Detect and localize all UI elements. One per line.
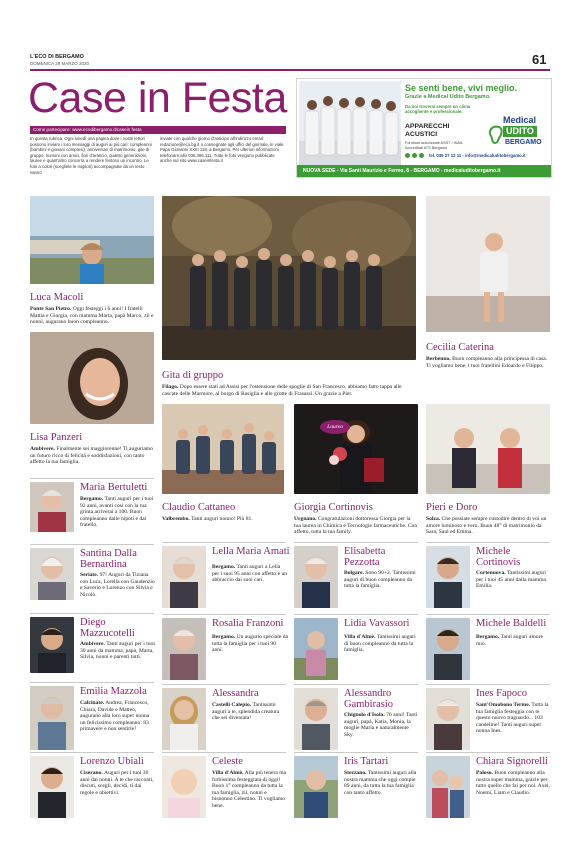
place-alessandra: Castelli Calepio. bbox=[212, 702, 252, 708]
text-celeste bbox=[212, 770, 288, 810]
advert-accredited: Accreditati ATS Bergamo bbox=[405, 146, 448, 150]
name-diego-mazzucotelli: Diego Mazzucotelli bbox=[80, 617, 135, 639]
divider bbox=[426, 684, 550, 685]
advert-logo bbox=[487, 115, 547, 153]
name-elisabetta-pezzotta: Elisabetta Pezzotta bbox=[344, 546, 386, 568]
place-claudio-cattaneo: Valbrembo. bbox=[162, 516, 190, 522]
photo-celeste bbox=[162, 756, 206, 818]
photo-lella-maria-amati bbox=[162, 546, 206, 608]
photo-alessandro-gambirasio bbox=[294, 688, 338, 750]
message-diego-mazzucotelli: Tanti auguri per i tuoi 30 anni da mamma, papà, Marta, Silvia, nonni e parenti tutti. bbox=[80, 641, 155, 661]
text-michele-cortinovis bbox=[476, 570, 550, 590]
place-diego-mazzucotelli: Ambivere. bbox=[80, 641, 105, 647]
message-michele-baldelli: Tanti auguri amore mio. bbox=[476, 634, 543, 647]
divider bbox=[294, 542, 418, 543]
photo-claudio-cattaneo bbox=[162, 404, 284, 494]
place-lidia-vavassori: Villa d'Almè. bbox=[344, 634, 376, 640]
text-santina-dalla-bernardina bbox=[80, 572, 156, 598]
place-celeste: Villa d'Almè. bbox=[212, 770, 244, 776]
text-pieri-e-doro bbox=[426, 516, 550, 536]
text-emilia-mazzola bbox=[80, 700, 156, 733]
divider bbox=[162, 542, 286, 543]
name-michele-cortinovis: Michele Cortinovis bbox=[476, 546, 521, 568]
photo-alessandra bbox=[162, 688, 206, 750]
name-maria-bertuletti: Maria Bertuletti bbox=[80, 482, 148, 493]
text-lisa-panzeri bbox=[30, 446, 158, 466]
text-chiara-signorelli bbox=[476, 770, 550, 796]
name-michele-baldelli: Michele Baldelli bbox=[476, 618, 547, 629]
message-rosalia-franzoni: Un augurio speciale da tutta la famiglia per i tuoi 90 anni. bbox=[212, 634, 288, 654]
photo-lorenzo-ubiali bbox=[30, 756, 74, 818]
advert-headline: Se senti bene, vivi meglio. bbox=[405, 83, 518, 93]
photo-cecilia-caterina bbox=[426, 196, 550, 332]
name-luca-macoli: Luca Macoli bbox=[30, 292, 84, 303]
place-pieri-e-doro: Solza. bbox=[426, 516, 441, 522]
divider bbox=[30, 682, 154, 683]
name-santina-dalla-bernardina: Santina Dalla Bernardina bbox=[80, 548, 137, 570]
facebook-icon[interactable] bbox=[405, 153, 410, 158]
logo-medical: Medical bbox=[503, 115, 537, 125]
text-cecilia-caterina bbox=[426, 356, 550, 369]
text-gita-di-gruppo bbox=[162, 384, 416, 397]
logo-bergamo: BERGAMO bbox=[505, 139, 542, 146]
place-maria-bertuletti: Bergamo. bbox=[80, 496, 104, 502]
name-chiara-signorelli: Chiara Signorelli bbox=[476, 756, 549, 767]
advert-address-bar bbox=[297, 165, 551, 177]
photo-gita-di-gruppo bbox=[162, 196, 416, 360]
text-rosalia-franzoni bbox=[212, 634, 288, 654]
message-pieri-e-doro: Che possiate sempre custodire dentro di voi un amore luminoso e vero. Buon 48° di matrimonio da Sara, Saul ed Emma. bbox=[426, 516, 547, 536]
name-lorenzo-ubiali: Lorenzo Ubiali bbox=[80, 756, 144, 767]
text-michele-baldelli bbox=[476, 634, 550, 647]
message-lella-maria-amati: Tanti auguri a Lella per i suoi 95 anni con affetto e un abbraccio dai suoi cari. bbox=[212, 564, 288, 584]
advert-product: APPARECCHI ACUSTICI bbox=[405, 123, 450, 138]
place-luca-macoli: Ponte San Pietro. bbox=[30, 306, 72, 312]
name-lella-maria-amati: Lella Maria Amati bbox=[212, 546, 290, 557]
message-claudio-cattaneo: Tanti auguri nonno! Più 81. bbox=[191, 516, 253, 522]
place-lisa-panzeri: Ambivere. bbox=[30, 446, 55, 452]
name-giorgia-cortinovis: Giorgia Cortinovis bbox=[294, 502, 373, 513]
text-lorenzo-ubiali bbox=[80, 770, 156, 796]
text-iris-tartari bbox=[344, 770, 418, 796]
name-celeste: Celeste bbox=[212, 756, 243, 767]
photo-diego-mazzucotelli bbox=[30, 617, 74, 673]
text-alessandra bbox=[212, 702, 288, 722]
intro-text-left: In questa rubrica. Ogni lunedì una pagina dove i nostri lettori possono inviare i loro messaggi di auguri ai più cari: compleanni (bambini e giovani compresi), anniversari di matrimonio, gite di gruppo, riunioni con amici, fiori d'arancio, quattro generazioni, lauree e quant'altro concorra a rendere festoso un incontro. Le foto a colori (scegliete le migliori) accompagnate da un testo vanno bbox=[30, 136, 152, 175]
photo-lisa-panzeri bbox=[30, 332, 154, 424]
laurea-badge-text: Laurea bbox=[327, 424, 343, 430]
youtube-icon[interactable] bbox=[419, 153, 424, 158]
photo-luca-macoli bbox=[30, 196, 154, 284]
place-lorenzo-ubiali: Ciserano. bbox=[80, 770, 103, 776]
photo-michele-baldelli bbox=[426, 618, 470, 680]
message-maria-bertuletti: Tanti auguri per i tuoi 92 anni, avanti così con la tua grinta arriverai a 100. Buon compleanno dalle nipoti e dal fratello. bbox=[80, 496, 154, 529]
contact-bar bbox=[30, 126, 286, 134]
name-claudio-cattaneo: Claudio Cattaneo bbox=[162, 502, 236, 513]
photo-michele-cortinovis bbox=[426, 546, 470, 608]
photo-iris-tartari bbox=[294, 756, 338, 818]
photo-ines-fapoco bbox=[426, 688, 470, 750]
advert-staff-photo bbox=[299, 81, 401, 165]
divider bbox=[30, 613, 154, 614]
advert-subhead: Grazie a Medical Udito Bergamo. bbox=[405, 94, 491, 100]
name-pieri-e-doro: Pieri e Doro bbox=[426, 502, 478, 513]
place-emilia-mazzola: Calcinate. bbox=[80, 700, 105, 706]
logo-udito bbox=[503, 126, 537, 137]
message-lorenzo-ubiali: Auguri per i tuoi 30 anni dai nonni. A te che racconti, discuti, scegli, decidi, ti dai regole e obiettivi. bbox=[80, 770, 154, 796]
text-alessandro-gambirasio bbox=[344, 712, 418, 738]
message-alessandra: Tantissimi auguri a te, splendida creatura che sei diventata! bbox=[212, 702, 280, 722]
text-elisabetta-pezzotta bbox=[344, 570, 418, 590]
divider bbox=[30, 478, 154, 479]
name-lisa-panzeri: Lisa Panzeri bbox=[30, 432, 83, 443]
page-title: Case in Festa bbox=[28, 74, 287, 122]
social-icons[interactable] bbox=[405, 153, 425, 158]
paper-name: L'ECO DI BERGAMO bbox=[30, 54, 84, 60]
issue-date: DOMENICA 29 MARZO 2020 bbox=[30, 61, 90, 66]
name-lidia-vavassori: Lidia Vavassori bbox=[344, 618, 410, 629]
place-elisabetta-pezzotta: Bolgare. bbox=[344, 570, 364, 576]
message-elisabetta-pezzotta: Sono 90+2. Tantissimi auguri di buon compleanno da tutta la famiglia. bbox=[344, 570, 416, 590]
place-michele-cortinovis: Cortenuova. bbox=[476, 570, 506, 576]
name-gita-di-gruppo: Gita di gruppo bbox=[162, 370, 224, 381]
divider bbox=[30, 752, 154, 753]
place-michele-baldelli: Bergamo. bbox=[476, 634, 500, 640]
place-chiara-signorelli: Paloso. bbox=[476, 770, 493, 776]
message-lisa-panzeri: Finalmente sei maggiorenne! Ti auguriamo un futuro ricco di felicità e soddisfazioni, con tanto affetto la tua famiglia. bbox=[30, 446, 153, 466]
place-alessandro-gambirasio: Chignolo d'Isola. bbox=[344, 712, 385, 718]
divider bbox=[162, 614, 286, 615]
advert-address[interactable]: NUOVA SEDE - Via Santi Maurizio e Fermo, 8 - BERGAMO - medicaluditobergamo.it bbox=[303, 168, 501, 174]
advert-phone[interactable]: tel. 035 27 12 11 - info@medicaluditobergamo.it bbox=[429, 153, 526, 158]
place-gita-di-gruppo: Filago. bbox=[162, 384, 179, 390]
place-cecilia-caterina: Berbenno. bbox=[426, 356, 451, 362]
message-santina-dalla-bernardina: 97! Auguri da Tiziana con Luca, Lorella con Gaudenzio e Saverio e Lorenzo con Silvia e Nicolò. bbox=[80, 572, 155, 598]
name-alessandro-gambirasio: Alessandro Gambirasio bbox=[344, 688, 393, 710]
name-rosalia-franzoni: Rosalia Franzoni bbox=[212, 618, 284, 629]
message-celeste: Alla più tenera ma furbissima festeggiata di oggi! Buon 1° compleanno da tutta la tua famiglia, zii, nonni e bisnonno Celestino. Ti vogliamo bene. bbox=[212, 770, 287, 809]
text-lidia-vavassori bbox=[344, 634, 418, 654]
message-iris-tartari: Tantissimi auguri alla nostra mamma che oggi compie 89 anni, da tutta la tua famiglia con tanto affetto. bbox=[344, 770, 417, 796]
message-michele-cortinovis: Tantissimi auguri per i tuoi 45 anni dalla mamma Emilia. bbox=[476, 570, 546, 590]
message-luca-macoli: Oggi festeggi i 6 anni! I fratelli Mattia e Giorgia, con mamma Marta, papà Marco, zii e nonni, augurano buon compleanno. bbox=[30, 306, 154, 326]
place-lella-maria-amati: Bergamo. bbox=[212, 564, 236, 570]
photo-giorgia-cortinovis bbox=[294, 404, 418, 494]
ear-logo-icon bbox=[487, 123, 503, 145]
header-rule bbox=[30, 69, 550, 71]
photo-elisabetta-pezzotta bbox=[294, 546, 338, 608]
message-chiara-signorelli: Buon compleanno alla nostra super mamma, grazie per tutto quello che fai per noi. Axel, Noemi, Liam e Claudio. bbox=[476, 770, 550, 796]
message-lidia-vavassori: Tantissimi auguri di buon compleanno da tutta la famiglia. bbox=[344, 634, 416, 654]
photo-chiara-signorelli bbox=[426, 756, 470, 818]
divider bbox=[426, 542, 550, 543]
contact-bar-text: Come partecipare: www.ecodibergamo.it/casein festa bbox=[33, 127, 142, 132]
divider bbox=[162, 684, 286, 685]
name-cecilia-caterina: Cecilia Caterina bbox=[426, 342, 494, 353]
photo-santina-dalla-bernardina bbox=[30, 548, 74, 600]
divider bbox=[294, 684, 418, 685]
photo-lidia-vavassori bbox=[294, 618, 338, 680]
text-diego-mazzucotelli bbox=[80, 641, 156, 661]
message-gita-di-gruppo: Dopo essere stati ad Assisi per l'ostensione delle spoglie di San Francesco, abbiamo fatto tappa alle cascate delle Marmore, al borgo di Rasiglia e alle grotte di Frasassi. Un grazie a Pier. bbox=[162, 384, 402, 397]
photo-pieri-e-doro bbox=[426, 404, 550, 494]
divider bbox=[294, 614, 418, 615]
photo-maria-bertuletti bbox=[30, 482, 74, 532]
divider bbox=[162, 752, 286, 753]
laurea-badge bbox=[320, 420, 350, 434]
divider bbox=[426, 614, 550, 615]
divider bbox=[426, 752, 550, 753]
name-emilia-mazzola: Emilia Mazzola bbox=[80, 686, 147, 697]
name-iris-tartari: Iris Tartari bbox=[344, 756, 389, 767]
text-lella-maria-amati bbox=[212, 564, 288, 584]
photo-emilia-mazzola bbox=[30, 686, 74, 750]
divider bbox=[30, 544, 154, 545]
name-ines-fapoco: Ines Fapoco bbox=[476, 688, 528, 699]
text-ines-fapoco bbox=[476, 702, 550, 735]
place-rosalia-franzoni: Bergamo. bbox=[212, 634, 236, 640]
message-emilia-mazzola: Andrea, Francesco, Chiara, Davide e Matteo, augurano alla loro super nonna un felicissimo compleanno: 83 primavere e non sentirle! bbox=[80, 700, 150, 733]
text-giorgia-cortinovis bbox=[294, 516, 418, 536]
photo-rosalia-franzoni bbox=[162, 618, 206, 680]
text-luca-macoli bbox=[30, 306, 158, 326]
name-alessandra: Alessandra bbox=[212, 688, 259, 699]
advert-tagline: Da noi troverai sempre un clima accogliente e professionale. bbox=[405, 104, 471, 115]
message-cecilia-caterina: Buon compleanno alla principessa di casa. Ti vogliamo bene, i tuoi fratellini Edoardo e Filippo. bbox=[426, 356, 548, 369]
advert-medical-udito[interactable] bbox=[296, 78, 552, 178]
advert-supply: Forniture autorizzate ASST / INAIL bbox=[405, 141, 464, 145]
intro-text-right: inviate con qualche giorno d'anticipo all'indirizzo email: redazione@eco.bg.it o consegnate agli uffici del giornale, in viale Papa Giovanni XXIII 118, a Bergamo. Per ulteriori informazioni telefonare allo 035.386.111. Tutte le foto vengono pubblicate anche sul sito www.caseinfesta.it bbox=[160, 136, 284, 164]
place-santina-dalla-bernardina: Seriate. bbox=[80, 572, 99, 578]
place-iris-tartari: Stezzano. bbox=[344, 770, 367, 776]
message-giorgia-cortinovis: Congratulazioni dottoressa Giorgia per la tua laurea in Chimica e Tecnologie farmaceutiche. Con affetto, tutta la tua family. bbox=[294, 516, 418, 536]
place-giorgia-cortinovis: Urgnano. bbox=[294, 516, 317, 522]
divider bbox=[294, 752, 418, 753]
message-alessandro-gambirasio: 76 anni! Tanti auguri, papà, Katia, Monia, la moglie Maria e naturalmente Sky. bbox=[344, 712, 418, 738]
text-maria-bertuletti bbox=[80, 496, 156, 529]
page-number: 61 bbox=[532, 52, 547, 67]
text-claudio-cattaneo bbox=[162, 516, 286, 523]
instagram-icon[interactable] bbox=[412, 153, 417, 158]
message-ines-fapoco: Tutta la tua famiglia festeggia con te questo nuovo traguardo... 103 candeline! Tanti auguri super nonna Ines. bbox=[476, 702, 549, 735]
logo-udito-text: UDITO bbox=[506, 126, 534, 136]
place-ines-fapoco: Sant'Omobono Terme. bbox=[476, 702, 531, 708]
